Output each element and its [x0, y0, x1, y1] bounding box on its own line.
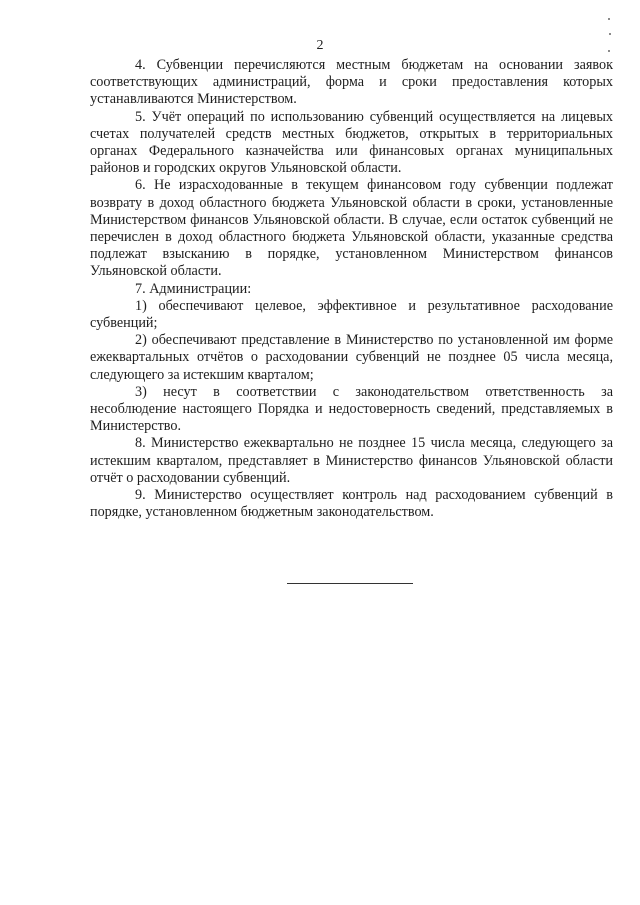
- page-number: 2: [316, 38, 324, 53]
- paragraph-6: 6. Не израсходованные в текущем финансовом году субвенции подлежат возврату в доход областного бюджета Ульяновской области в сроки, установленные Министерством финансов Ульяновской области. В случае, если остаток субвенций не перечислен в доход областного бюджета Ульяновской области, указанные средства подлежат взысканию в порядке, установленном Министерством финансов Ульяновской области.: [90, 177, 613, 280]
- paragraph-8: 8. Министерство ежеквартально не позднее 15 числа месяца, следующего за истекшим кварталом, представляет в Министерство финансов Ульяновской области отчёт о расходовании субвенций.: [90, 435, 613, 486]
- paragraph-7-3: 3) несут в соответствии с законодательством ответственность за несоблюдение настоящего Порядка и недостоверность сведений, представляемых в Министерство.: [90, 383, 613, 435]
- paragraph-5: 5. Учёт операций по использованию субвенций осуществляется на лицевых счетах получателей средств местных бюджетов, открытых в территориальных органах Федерального казначейства или финансовых органах муниципальных районов и городских округов Ульяновской области.: [90, 108, 613, 177]
- paragraph-7: 7. Администрации:: [135, 280, 252, 297]
- scan-speck: [608, 18, 610, 20]
- end-divider: [287, 583, 413, 584]
- document-body: [90, 57, 613, 521]
- paragraph-4: 4. Субвенции перечисляются местным бюджетам на основании заявок соответствующих администраций, форма и сроки предоставления которых устанавливаются Министерством.: [90, 57, 613, 108]
- paragraph-7-1: 1) обеспечивают целевое, эффективное и результативное расходование субвенций;: [90, 297, 613, 332]
- paragraph-9: 9. Министерство осуществляет контроль над расходованием субвенций в порядке, установленном бюджетным законодательством.: [90, 487, 613, 521]
- paragraph-7-2: 2) обеспечивают представление в Министерство по установленной им форме ежеквартальных отчётов о расходовании субвенций не позднее 05 числа месяца, следующего за истекшим кварталом;: [90, 332, 613, 383]
- scan-speck: [609, 33, 611, 35]
- scan-speck: [608, 50, 610, 52]
